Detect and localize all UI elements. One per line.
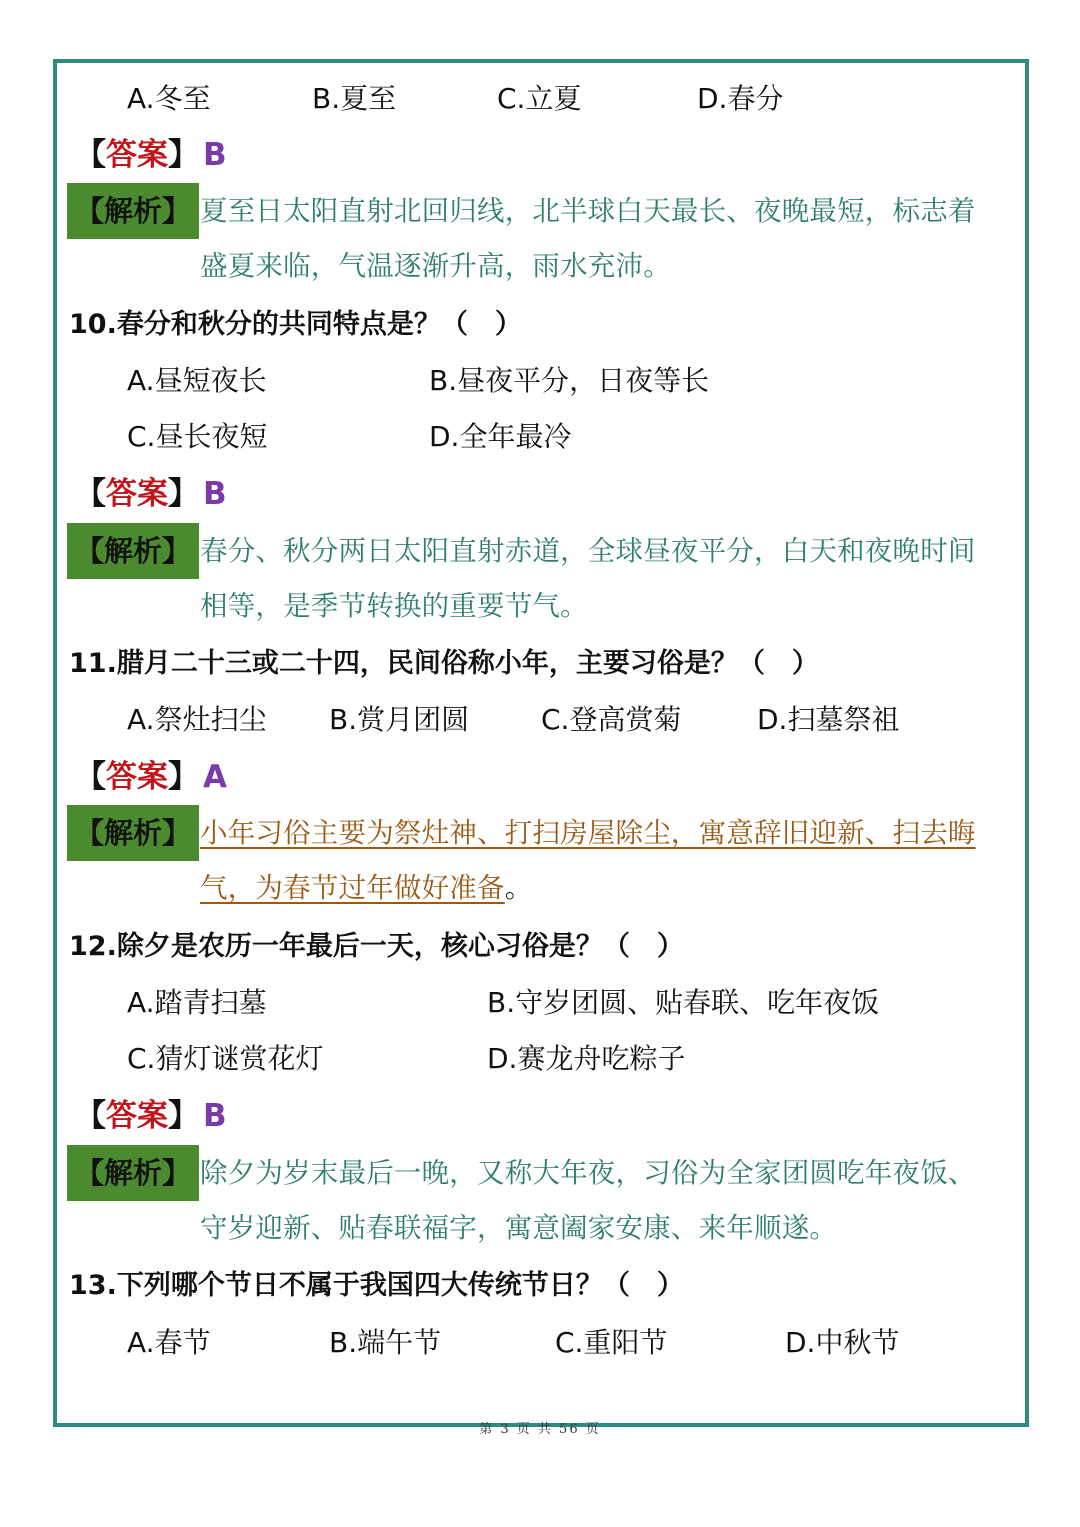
q12-analysis-label: 【解析】 [67, 1145, 199, 1201]
q11-option-a: A.祭灶扫尘 [127, 703, 267, 736]
q13-option-b: B.端午节 [329, 1326, 442, 1359]
q13-option-c: C.重阳节 [555, 1326, 668, 1359]
q9-option-d: D.春分 [697, 82, 784, 115]
q9-analysis-label: 【解析】 [67, 183, 199, 239]
q13-option-d: D.中秋节 [785, 1326, 900, 1359]
q10-analysis-label: 【解析】 [67, 523, 199, 579]
q9-answer: 【答案】 B [75, 137, 227, 173]
q12-option-b: B.守岁团圆、贴春联、吃年夜饭 [487, 986, 880, 1019]
q13-option-a: A.春节 [127, 1326, 211, 1359]
q10-question: 10.春分和秋分的共同特点是？（ ） [69, 309, 522, 340]
q12-answer-letter: B [203, 1098, 227, 1134]
q11-option-d: D.扫墓祭祖 [757, 703, 900, 736]
q10-option-d: D.全年最冷 [429, 420, 572, 453]
q9-option-c: C.立夏 [497, 82, 582, 115]
q12-option-d: D.赛龙舟吃粽子 [487, 1042, 686, 1075]
q12-option-c: C.猜灯谜赏花灯 [127, 1042, 324, 1075]
q11-analysis: 小年习俗主要为祭灶神、打扫房屋除尘，寓意辞旧迎新、扫去晦 气，为春节过年做好准备。 [200, 817, 976, 904]
q12-question: 12.除夕是农历一年最后一天，核心习俗是？（ ） [69, 931, 684, 962]
q13-question: 13.下列哪个节日不属于我国四大传统节日？（ ） [69, 1270, 684, 1301]
q9-answer-letter: B [203, 137, 227, 173]
q9-option-a: A.冬至 [127, 82, 211, 115]
q11-answer: 【答案】 A [75, 759, 227, 795]
q11-option-c: C.登高赏菊 [541, 703, 682, 736]
page-number-footer: 第 3 页 共 56 页 [479, 1422, 601, 1437]
q11-analysis-label: 【解析】 [67, 805, 199, 861]
page-frame [53, 59, 1029, 1427]
q10-analysis: 春分、秋分两日太阳直射赤道，全球昼夜平分，白天和夜晚时间 相等，是季节转换的重要节气。 [200, 535, 976, 622]
q10-answer-letter: B [203, 476, 227, 512]
q12-option-a: A.踏青扫墓 [127, 986, 267, 1019]
q11-question: 11.腊月二十三或二十四，民间俗称小年，主要习俗是？（ ） [69, 648, 819, 679]
q9-analysis: 夏至日太阳直射北回归线，北半球白天最长、夜晚最短，标志着 盛夏来临，气温逐渐升高，雨水充沛。 [200, 195, 976, 282]
q12-answer: 【答案】 B [75, 1098, 227, 1134]
q10-option-a: A.昼短夜长 [127, 364, 267, 397]
q11-answer-letter: A [203, 759, 227, 795]
q11-option-b: B.赏月团圆 [329, 703, 470, 736]
q9-option-b: B.夏至 [312, 82, 397, 115]
q10-answer: 【答案】 B [75, 476, 227, 512]
q10-option-b: B.昼夜平分，日夜等长 [429, 364, 710, 397]
q12-analysis: 除夕为岁末最后一晚，又称大年夜，习俗为全家团圆吃年夜饭、 守岁迎新、贴春联福字，寓意阖家安康、来年顺遂。 [200, 1157, 976, 1244]
q10-option-c: C.昼长夜短 [127, 420, 268, 453]
